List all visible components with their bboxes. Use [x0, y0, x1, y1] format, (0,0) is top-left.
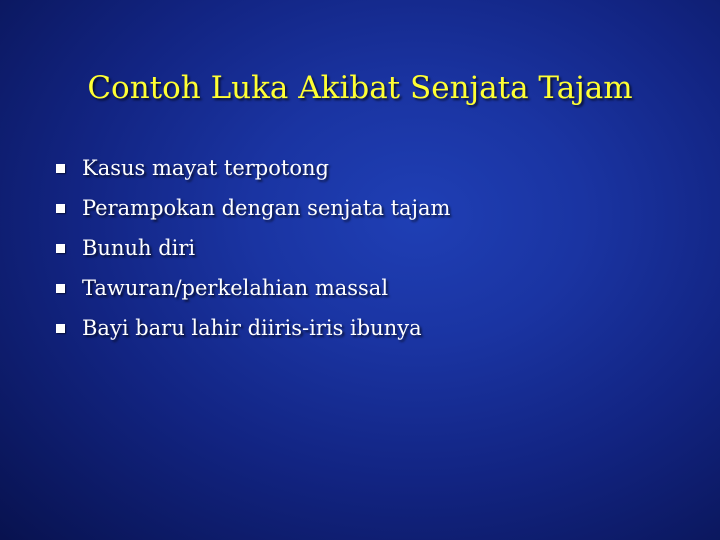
square-bullet-icon: [56, 164, 65, 173]
square-bullet-icon: [56, 244, 65, 253]
square-bullet-icon: [56, 284, 65, 293]
bullet-item: [45, 148, 450, 188]
bullet-text: Perampokan dengan senjata tajam: [82, 196, 451, 220]
square-bullet-icon: [56, 204, 65, 213]
bullet-item: [45, 308, 450, 348]
bullet-item: [45, 188, 450, 228]
bullet-item: [45, 268, 450, 308]
square-bullet-icon: [56, 324, 65, 333]
bullet-text: Bunuh diri: [82, 236, 196, 260]
bullet-text: Kasus mayat terpotong: [82, 156, 329, 180]
slide-title: Contoh Luka Akibat Senjata Tajam: [87, 70, 633, 106]
bullet-list: [45, 148, 450, 348]
bullet-text: Tawuran/perkelahian massal: [82, 276, 389, 300]
bullet-text: Bayi baru lahir diiris-iris ibunya: [82, 316, 422, 340]
bullet-item: [45, 228, 450, 268]
